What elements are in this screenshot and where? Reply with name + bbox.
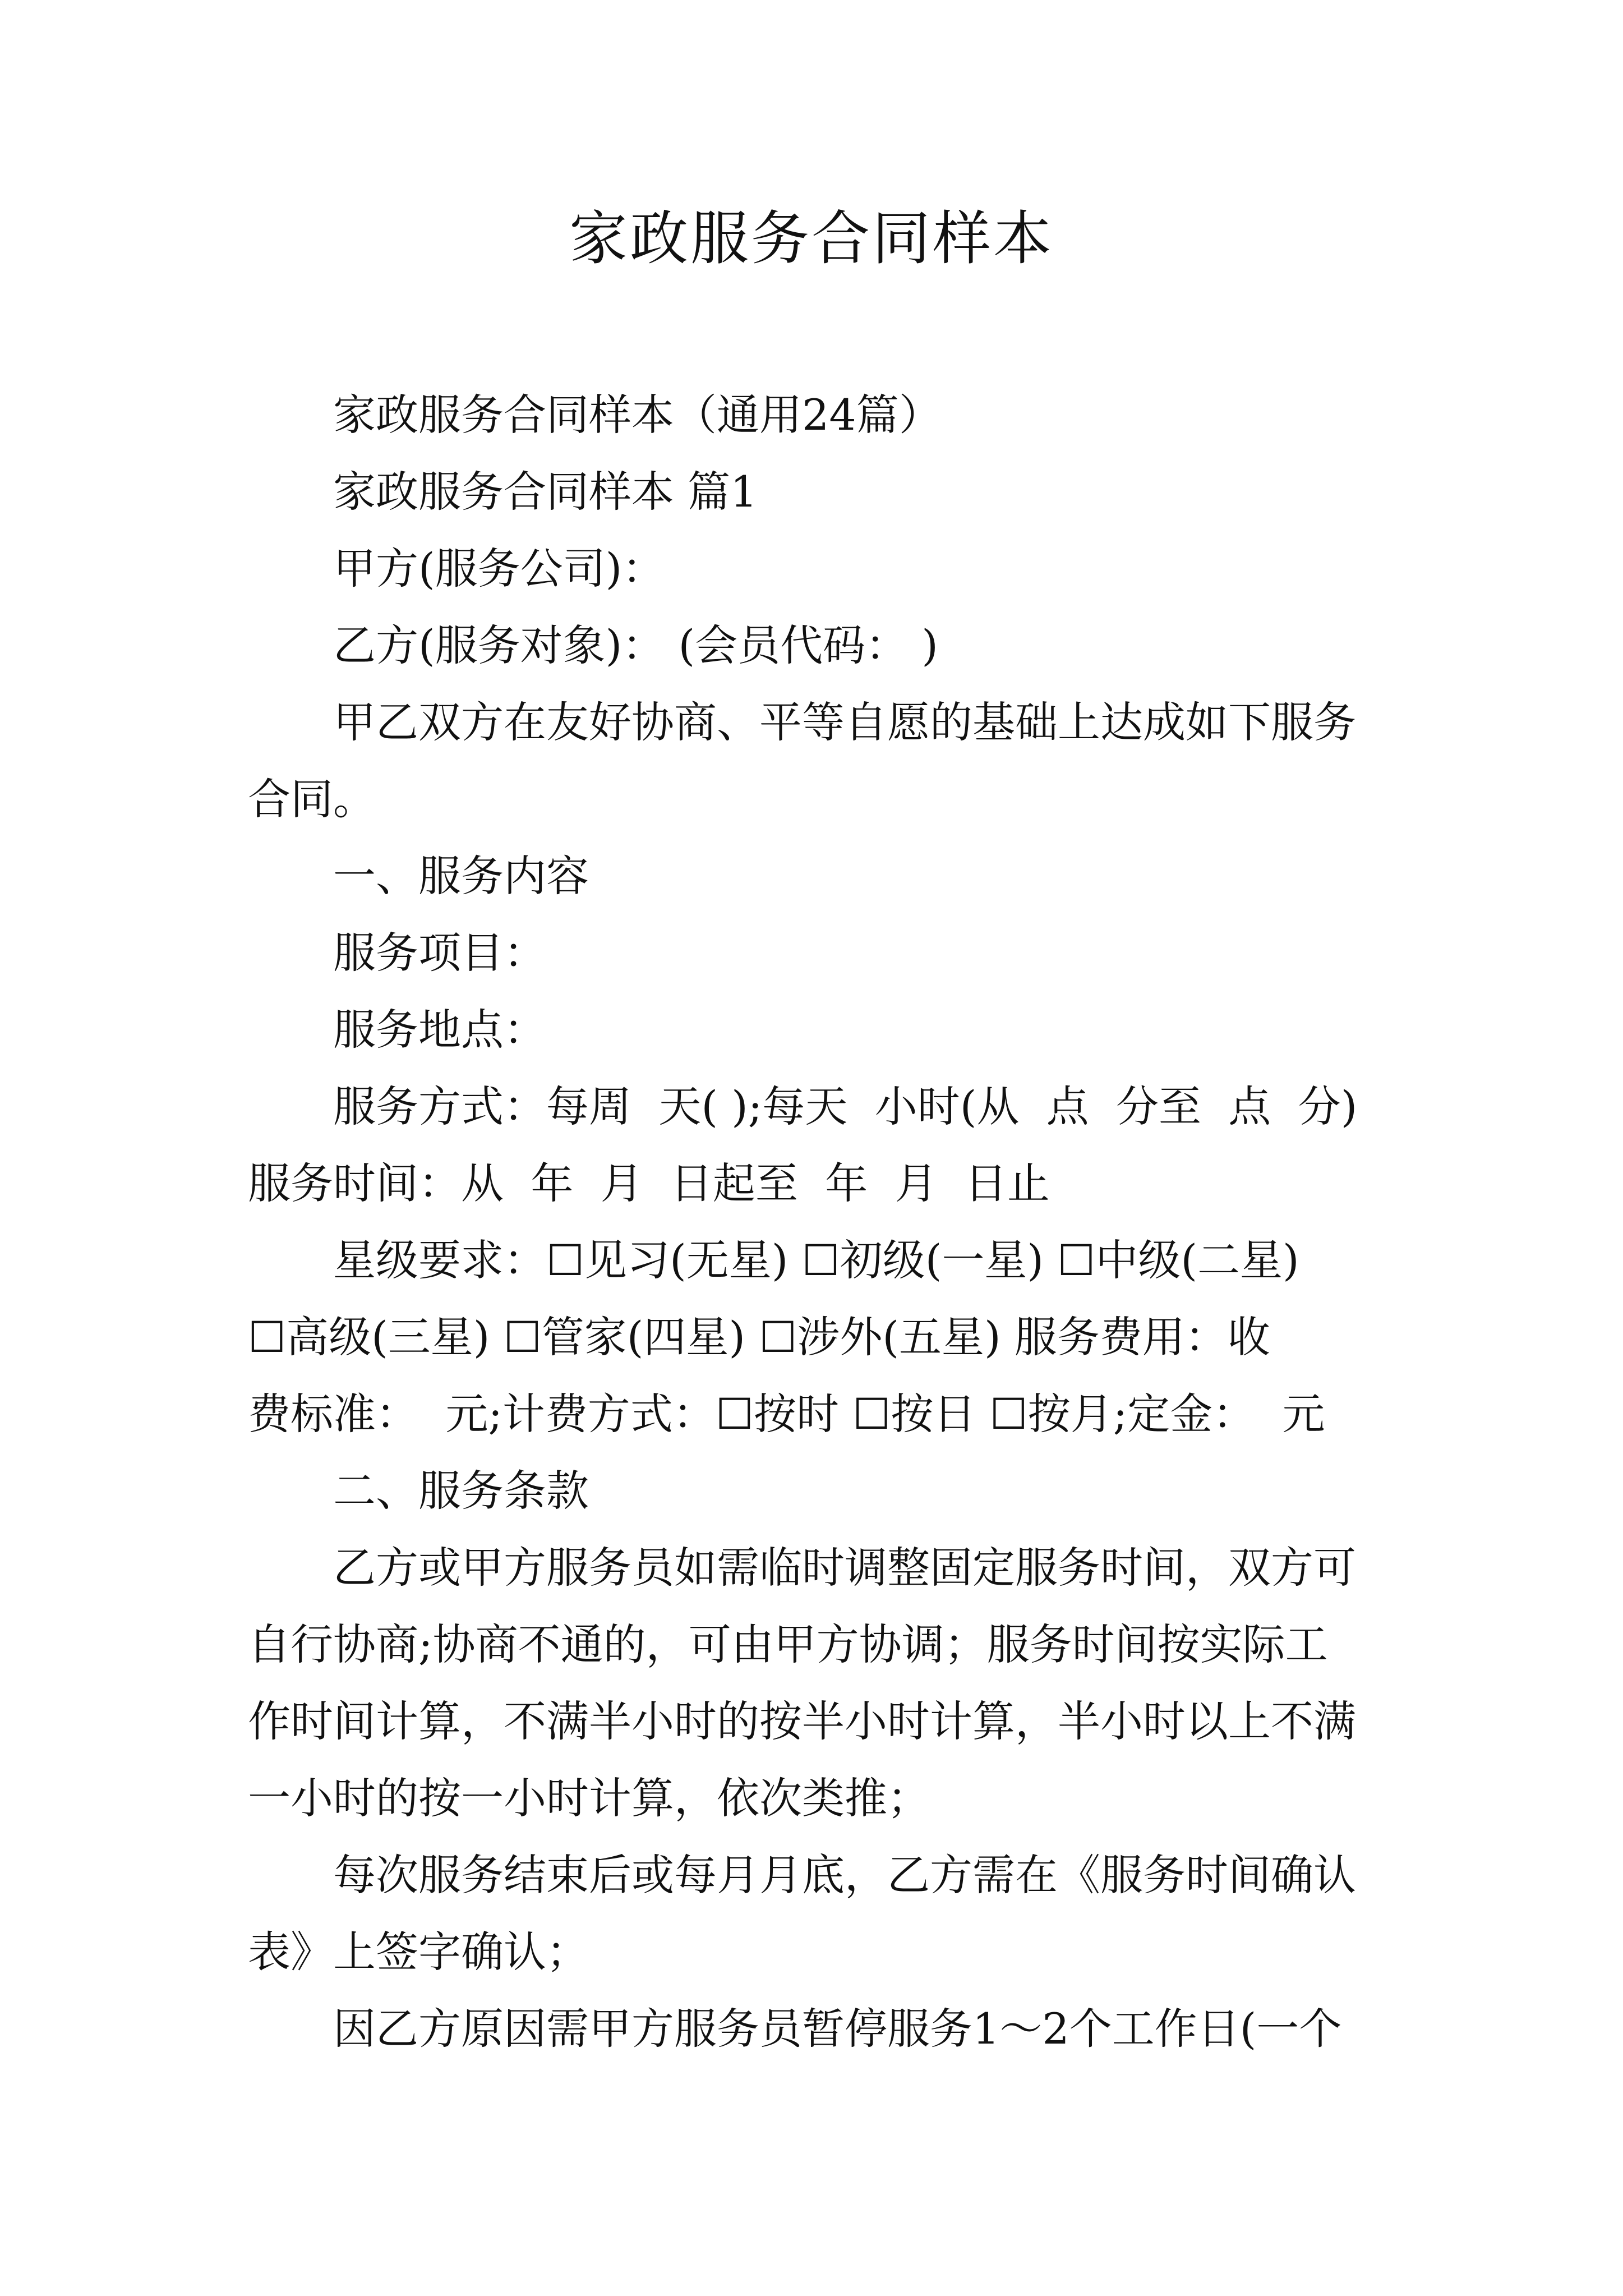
document-title: 家政服务合同样本 (569, 204, 1054, 273)
text-line: 一、服务内容 (333, 851, 589, 901)
text-line: 服务时间：从 年 月 日起至 年 月 日止 (248, 1158, 1050, 1208)
text-line: 服务方式：每周 天( );每天 小时(从 点 分至 点 分) (333, 1082, 1358, 1131)
text-line: 作时间计算，不满半小时的按半小时计算，半小时以上不满 (248, 1696, 1356, 1746)
text-line: 一小时的按一小时计算，依次类推； (248, 1773, 930, 1823)
text-line: 服务项目： (333, 928, 546, 978)
text-line: ☐高级(三星) ☐管家(四星) ☐涉外(五星) 服务费用：收 (248, 1312, 1270, 1362)
text-line: 因乙方原因需甲方服务员暂停服务1～2个工作日(一个 (333, 2004, 1342, 2054)
text-line: 二、服务条款 (333, 1466, 589, 1516)
text-line: 费标准： 元;计费方式：☐按时 ☐按日 ☐按月;定金： 元 (248, 1389, 1325, 1439)
text-line: 乙方(服务对象)： (会员代码： ) (333, 620, 938, 670)
text-line: 家政服务合同样本（通用24篇） (333, 390, 942, 440)
text-line: 甲方(服务公司)： (333, 544, 665, 593)
text-line: 服务地点： (333, 1005, 546, 1055)
text-line: 每次服务结束后或每月月底，乙方需在《服务时间确认 (333, 1850, 1356, 1900)
text-line: 家政服务合同样本 篇1 (333, 467, 758, 517)
text-line: 星级要求：☐见习(无星) ☐初级(一星) ☐中级(二星) (333, 1235, 1299, 1285)
text-line: 自行协商;协商不通的，可由甲方协调；服务时间按实际工 (248, 1619, 1328, 1669)
text-line: 甲乙双方在友好协商、平等自愿的基础上达成如下服务 (333, 697, 1356, 747)
text-line: 表》上签字确认； (248, 1927, 589, 1977)
text-line: 乙方或甲方服务员如需临时调整固定服务时间，双方可 (333, 1543, 1356, 1593)
text-line: 合同。 (248, 774, 376, 824)
